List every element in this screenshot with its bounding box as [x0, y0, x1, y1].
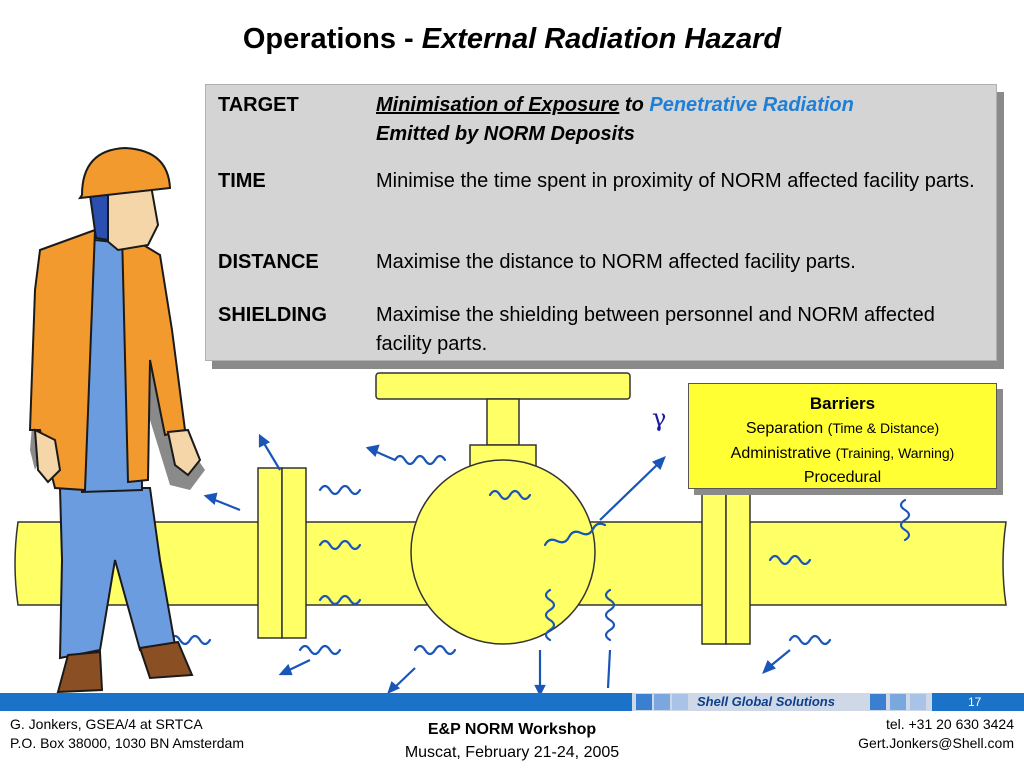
administrative-label: Administrative	[730, 445, 836, 462]
footer-author	[10, 715, 244, 753]
address-line: P.O. Box 38000, 1030 BN Amsterdam	[10, 735, 244, 751]
phone-line: tel. +31 20 630 3424	[885, 716, 1014, 732]
footer-square	[890, 694, 906, 710]
separation-label: Separation	[745, 420, 828, 437]
time-label: TIME	[218, 170, 266, 192]
target-label: TARGET	[218, 94, 299, 116]
title-sub: External Radiation Hazard	[421, 23, 782, 55]
barrier-administrative	[689, 441, 996, 466]
footer-square	[870, 694, 886, 710]
shielding-label: SHIELDING	[218, 304, 327, 326]
distance-text: Maximise the distance to NORM affected facility parts.	[376, 251, 856, 273]
author-line: G. Jonkers, GSEA/4 at SRTCA	[10, 716, 203, 732]
event-date: Muscat, February 21-24, 2005	[404, 744, 620, 761]
footer-contact	[858, 715, 1014, 753]
page-number: 17	[968, 695, 982, 709]
target-part2: to	[619, 94, 650, 116]
barrier-procedural: Procedural	[803, 469, 882, 486]
footer-event	[352, 718, 672, 764]
worker-figure	[30, 148, 205, 692]
shielding-text: Maximise the shielding between personnel and NORM affected facility parts.	[376, 304, 935, 355]
info-box	[205, 84, 997, 361]
barriers-box	[688, 383, 997, 489]
email-line: Gert.Jonkers@Shell.com	[858, 735, 1014, 751]
footer-square	[636, 694, 652, 710]
footer-square	[672, 694, 688, 710]
barriers-title: Barriers	[809, 394, 876, 413]
target-part3: Penetrative Radiation	[649, 94, 854, 116]
shell-logo: Shell Global Solutions	[697, 694, 835, 709]
distance-label: DISTANCE	[218, 251, 319, 273]
time-text: Minimise the time spent in proximity of NORM affected facility parts.	[376, 170, 975, 192]
footer-square	[910, 694, 926, 710]
target-part1: Minimisation of Exposure	[376, 94, 620, 116]
separation-note: (Time & Distance)	[827, 420, 940, 436]
target-part4: Emitted by NORM Deposits	[376, 123, 635, 145]
footer-square	[654, 694, 670, 710]
event-title: E&P NORM Workshop	[427, 721, 597, 738]
gamma-symbol: γ	[652, 404, 667, 432]
barrier-separation	[689, 416, 996, 441]
administrative-note: (Training, Warning)	[835, 445, 955, 461]
title-main: Operations -	[242, 23, 422, 55]
target-text	[376, 91, 986, 149]
